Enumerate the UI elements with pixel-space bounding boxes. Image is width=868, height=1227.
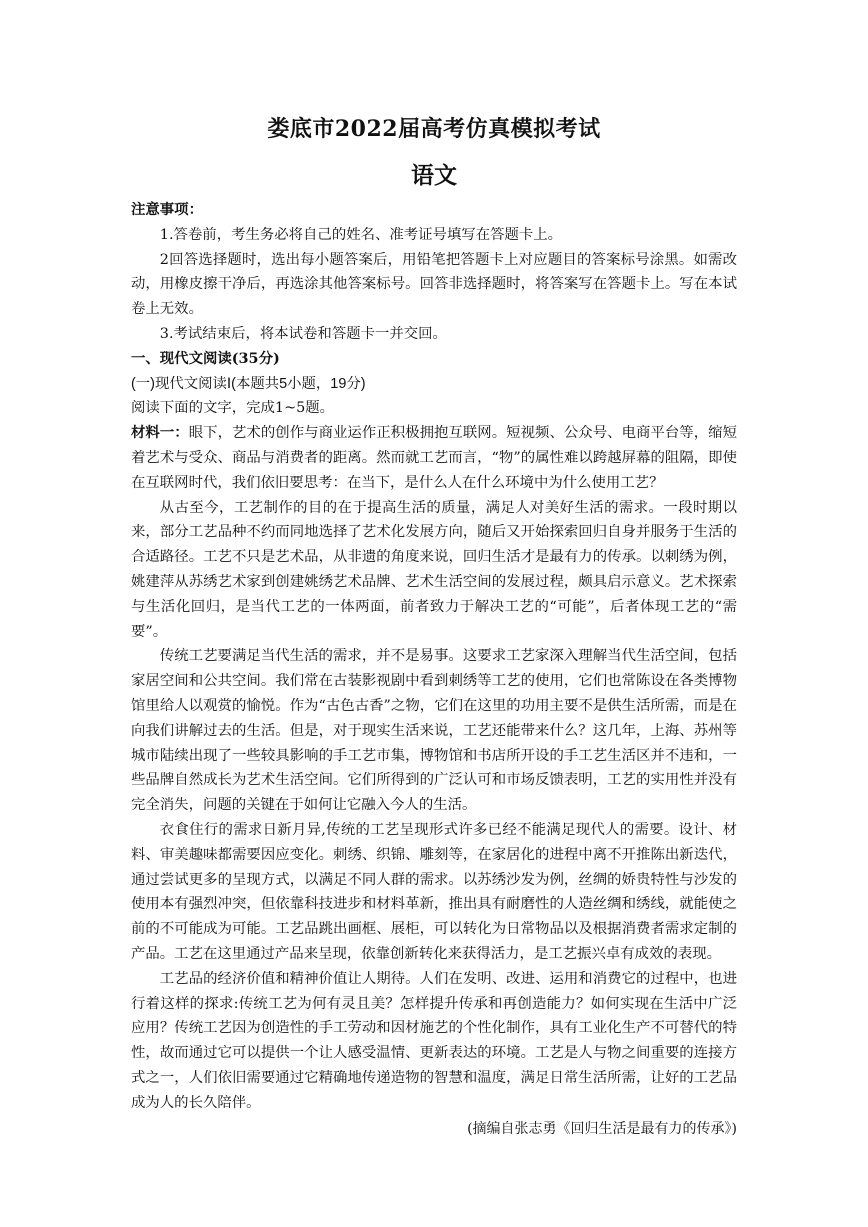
material-paragraph: 从古至今，工艺制作的目的在于提高生活的质量，满足人对美好生活的需求。一段时期以来，部分工艺品种不约而同地选择了艺术化发展方向，随后又开始探索回归自身并服务于生活的合适路径。工艺不只是艺术品，从非遗的角度来说，回归生活才是最有力的传承。以刺绣为例，姚建萍从苏绣艺术家到创建姚绣艺术品牌、艺术生活空间的发展过程，颇具启示意义。艺术探索与生活化回归，是当代工艺的一体两面，前者致力于解决工艺的“可能”，后者体现工艺的“需要”。 — [131, 499, 737, 640]
material-paragraph: 工艺品的经济价值和精神价值让人期待。人们在发明、改进、运用和消费它的过程中，也进行着这样的探求:传统工艺为何有灵且美？怎样提升传承和再创造能力？如何实现在生活中广泛应用？传统工艺因为创造性的手工劳动和因材施艺的个性化制作，具有工业化生产不可替代的特性，故而通过它可以提供一个让人感受温情、更新表达的环境。工艺是人与物之间重要的连接方式之一，人们依旧需要通过它精确地传递造物的智慧和温度，满足日常生活所需，让好的工艺品成为人的长久陪伴。 — [131, 970, 737, 1111]
section-heading: 一、现代文阅读(35分) — [131, 349, 280, 367]
material-first-text: 眼下，艺术的创作与商业运作正积极拥抱互联网。短视频、公众号、电商平台等，缩短着艺术与受众、商品与消费者的距离。然而就工艺而言，“物”的属性难以跨越屏幕的阻隔，即使在互联网时代，我们依旧要思考：在当下，是什么人在什么环境中为什么使用工艺？ — [131, 425, 737, 491]
material-source: (摘编自张志勇《回归生活是最有力的传承》) — [467, 1121, 737, 1138]
section-instruction: 阅读下面的文字，完成1~5题。 — [131, 400, 335, 417]
exam-title: 娄底市2022届高考仿真模拟考试 — [267, 116, 601, 142]
subject-title: 语文 — [411, 162, 457, 189]
notice-item-3: 3.考试结束后，将本试卷和答题卡一并交回。 — [159, 325, 447, 342]
material-first-paragraph — [131, 421, 737, 495]
material-paragraph: 衣食住行的需求日新月异,传统的工艺呈现形式许多已经不能满足现代人的需要。设计、材料、审美趣味都需要因应变化。刺绣、织锦、雕刻等，在家居化的进程中离不开推陈出新迭代，通过尝试更多的呈现方式，以满足不同人群的需求。以苏绣沙发为例，丝绸的娇贵特性与沙发的使用本有强烈冲突，但依靠科技进步和材料革新，推出具有耐磨性的人造丝绸和绣线，就能使之前的不可能成为可能。工艺品跳出画框、展柜，可以转化为日常物品以及根据消费者需求定制的产品。工艺在这里通过产品来呈现，依靠创新转化来获得活力，是工艺振兴卓有成效的表现。 — [131, 821, 737, 962]
notice-item-2: 2回答选择题时，选出每小题答案后，用铅笔把答题卡上对应题目的答案标号涂黑。如需改动，用橡皮擦干净后，再选涂其他答案标号。回答非选择题时，将答案写在答题卡上。写在本试卷上无效。 — [131, 251, 737, 318]
material-label: 材料一： — [131, 424, 189, 442]
exam-page — [131, 112, 737, 1155]
material-paragraph: 传统工艺要满足当代生活的需求，并不是易事。这要求工艺家深入理解当代生活空间，包括家居空间和公共空间。我们常在古装影视剧中看到刺绣等工艺的使用，它们也常陈设在各类博物馆里给人以观赏的愉悦。作为“古色古香”之物，它们在这里的功用主要不是供生活所需，而是在向我们讲解过去的生活。但是，对于现实生活来说，工艺还能带来什么？这几年，上海、苏州等城市陆续出现了一些较具影响的手工艺市集，博物馆和书店所开设的手工艺生活区并不违和，一些品牌自然成长为艺术生活空间。它们所得到的广泛认可和市场反馈表明，工艺的实用性并没有完全消失，问题的关键在于如何让它融入今人的生活。 — [131, 648, 737, 814]
section-subheading: (一)现代文阅读Ⅰ(本题共5小题，19分) — [131, 375, 366, 392]
notice-item-1: 1.答卷前，考生务必将自己的姓名、准考证号填写在答题卡上。 — [159, 226, 563, 243]
notice-heading: 注意事项： — [131, 201, 203, 218]
